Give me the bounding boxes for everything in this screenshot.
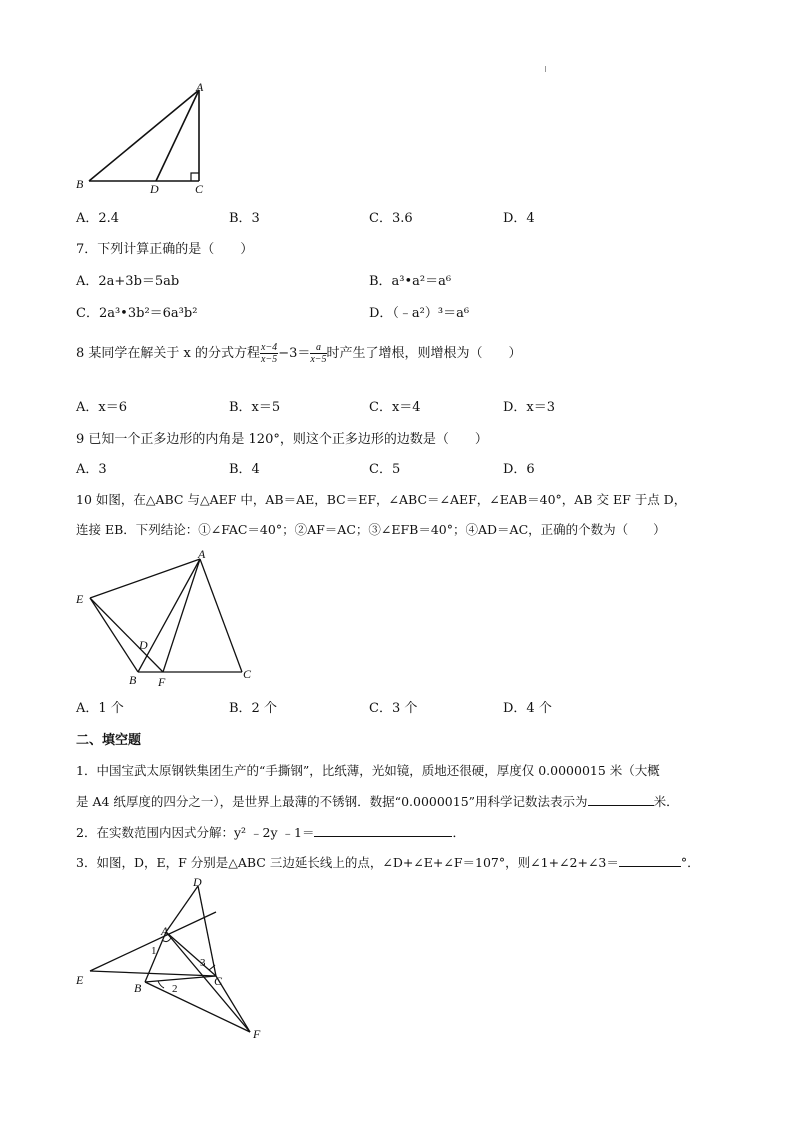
label-e: E <box>76 973 84 987</box>
label-f: F <box>253 1027 261 1041</box>
f2-text: 2．在实数范围内因式分解：y² ﹣2y ﹣1＝ <box>76 825 315 840</box>
q8-fraction-1-denominator: x−5 <box>261 354 278 365</box>
label-b: B <box>76 177 84 191</box>
q10-stem-line-1: 10 如图，在△ABC 与△AEF 中，AB＝AE，BC＝EF，∠ABC＝∠AEF，∠EAB＝40°，AB 交 EF 于点 D， <box>76 492 687 507</box>
label-a: A <box>161 924 169 938</box>
f3-line <box>76 853 700 871</box>
q9-option-c: C．5 <box>369 462 401 477</box>
segment-ef <box>90 598 163 672</box>
f3-answer-blank[interactable] <box>619 853 681 867</box>
page-mark <box>545 66 546 72</box>
q8-stem-mid: −3＝ <box>278 346 311 361</box>
q8-fraction-1 <box>260 342 278 365</box>
label-e: E <box>76 592 84 606</box>
segment-ac <box>200 559 242 672</box>
segment-e-bc <box>90 971 216 976</box>
q7-option-c: C．2a³•3b²＝6a³b² <box>76 306 198 321</box>
q7-stem: 7．下列计算正确的是（ ） <box>76 242 254 257</box>
label-angle-2: 2 <box>172 983 178 995</box>
q10-option-a: A．1 个 <box>76 701 124 716</box>
q8-stem <box>76 342 522 365</box>
f1-line-2-end: 米． <box>653 794 679 809</box>
segment-ae <box>90 559 200 598</box>
q8-fraction-2 <box>310 342 326 365</box>
q10-option-b: B．2 个 <box>229 701 277 716</box>
f1-answer-blank[interactable] <box>588 792 654 806</box>
right-angle-mark <box>191 173 199 181</box>
q8-option-b: B．x＝5 <box>229 400 281 415</box>
q8-fraction-2-denominator: x−5 <box>310 354 327 365</box>
segment-ab <box>89 90 199 181</box>
q6-option-a: A．2.4 <box>76 211 120 226</box>
f2-line <box>76 823 465 841</box>
q9-option-a: A．3 <box>76 462 107 477</box>
label-c: C <box>214 974 223 988</box>
f3-text: 3．如图，D，E，F 分别是△ABC 三边延长线上的点，∠D+∠E+∠F＝107°，则∠1+∠2+∠3＝ <box>76 855 619 870</box>
f1-line-1: 1．中国宝武太原钢铁集团生产的“手撕钢”，比纸薄，光如镜，质地还很硬，厚度仅 0.0000015 米（大概 <box>76 763 660 778</box>
label-d: D <box>139 638 148 652</box>
q9-stem: 9 已知一个正多边形的内角是 120°，则这个正多边形的边数是（ ） <box>76 432 488 447</box>
label-a: A <box>196 80 204 94</box>
label-d: D <box>193 875 202 889</box>
label-angle-3: 3 <box>200 957 206 969</box>
segment-d-ab <box>166 886 198 932</box>
label-b: B <box>129 673 137 687</box>
label-b: B <box>134 981 142 995</box>
label-d: D <box>150 182 159 196</box>
q10-stem-line-2: 连接 EB．下列结论：①∠FAC＝40°；②AF＝AC；③∠EFB＝40°；④AD＝AC，正确的个数为（ ） <box>76 522 666 537</box>
q9-option-d: D．6 <box>503 462 535 477</box>
figure-q10-triangles <box>70 545 270 690</box>
q8-fraction-2-numerator: a <box>310 342 326 354</box>
q9-option-b: B．4 <box>229 462 260 477</box>
f3-end: °． <box>680 855 700 870</box>
q6-option-d: D．4 <box>503 211 535 226</box>
label-c: C <box>243 667 252 681</box>
q10-option-d: D．4 个 <box>503 701 552 716</box>
angle-2-arc <box>158 981 164 988</box>
q8-stem-before: 8 某同学在解关于 x 的分式方程 <box>76 346 260 361</box>
segment-eb <box>90 598 138 672</box>
q10-option-c: C．3 个 <box>369 701 418 716</box>
label-angle-1: 1 <box>151 945 157 957</box>
f1-line-2 <box>76 792 679 810</box>
label-c: C <box>195 182 204 196</box>
segment-ab-extended <box>166 932 250 1032</box>
q6-option-c: C．3.6 <box>369 211 413 226</box>
f2-end: ． <box>452 825 465 840</box>
q8-stem-after: 时产生了增根，则增根为（ ） <box>326 346 522 361</box>
segment-ad <box>156 90 199 181</box>
label-a: A <box>198 547 206 561</box>
q8-option-d: D．x＝3 <box>503 400 556 415</box>
q8-option-a: A．x＝6 <box>76 400 127 415</box>
label-f: F <box>158 675 166 689</box>
q8-option-c: C．x＝4 <box>369 400 421 415</box>
q7-option-b: B．a³•a²＝a⁶ <box>369 274 452 289</box>
q6-option-b: B．3 <box>229 211 260 226</box>
f2-answer-blank[interactable] <box>314 823 452 837</box>
figure-q6-triangle <box>70 76 220 198</box>
figure-f3-triangle <box>70 872 270 1042</box>
q7-option-a: A．2a+3b＝5ab <box>76 274 180 289</box>
f1-line-2-text: 是 A4 纸厚度的四分之一），是世界上最薄的不锈钢．数据“0.0000015”用科学记数法表示为 <box>76 794 588 809</box>
q8-fraction-1-numerator: x−4 <box>261 342 278 353</box>
section-title: 二、填空题 <box>76 733 142 748</box>
q7-option-d: D．（﹣a²）³＝a⁶ <box>369 306 470 321</box>
